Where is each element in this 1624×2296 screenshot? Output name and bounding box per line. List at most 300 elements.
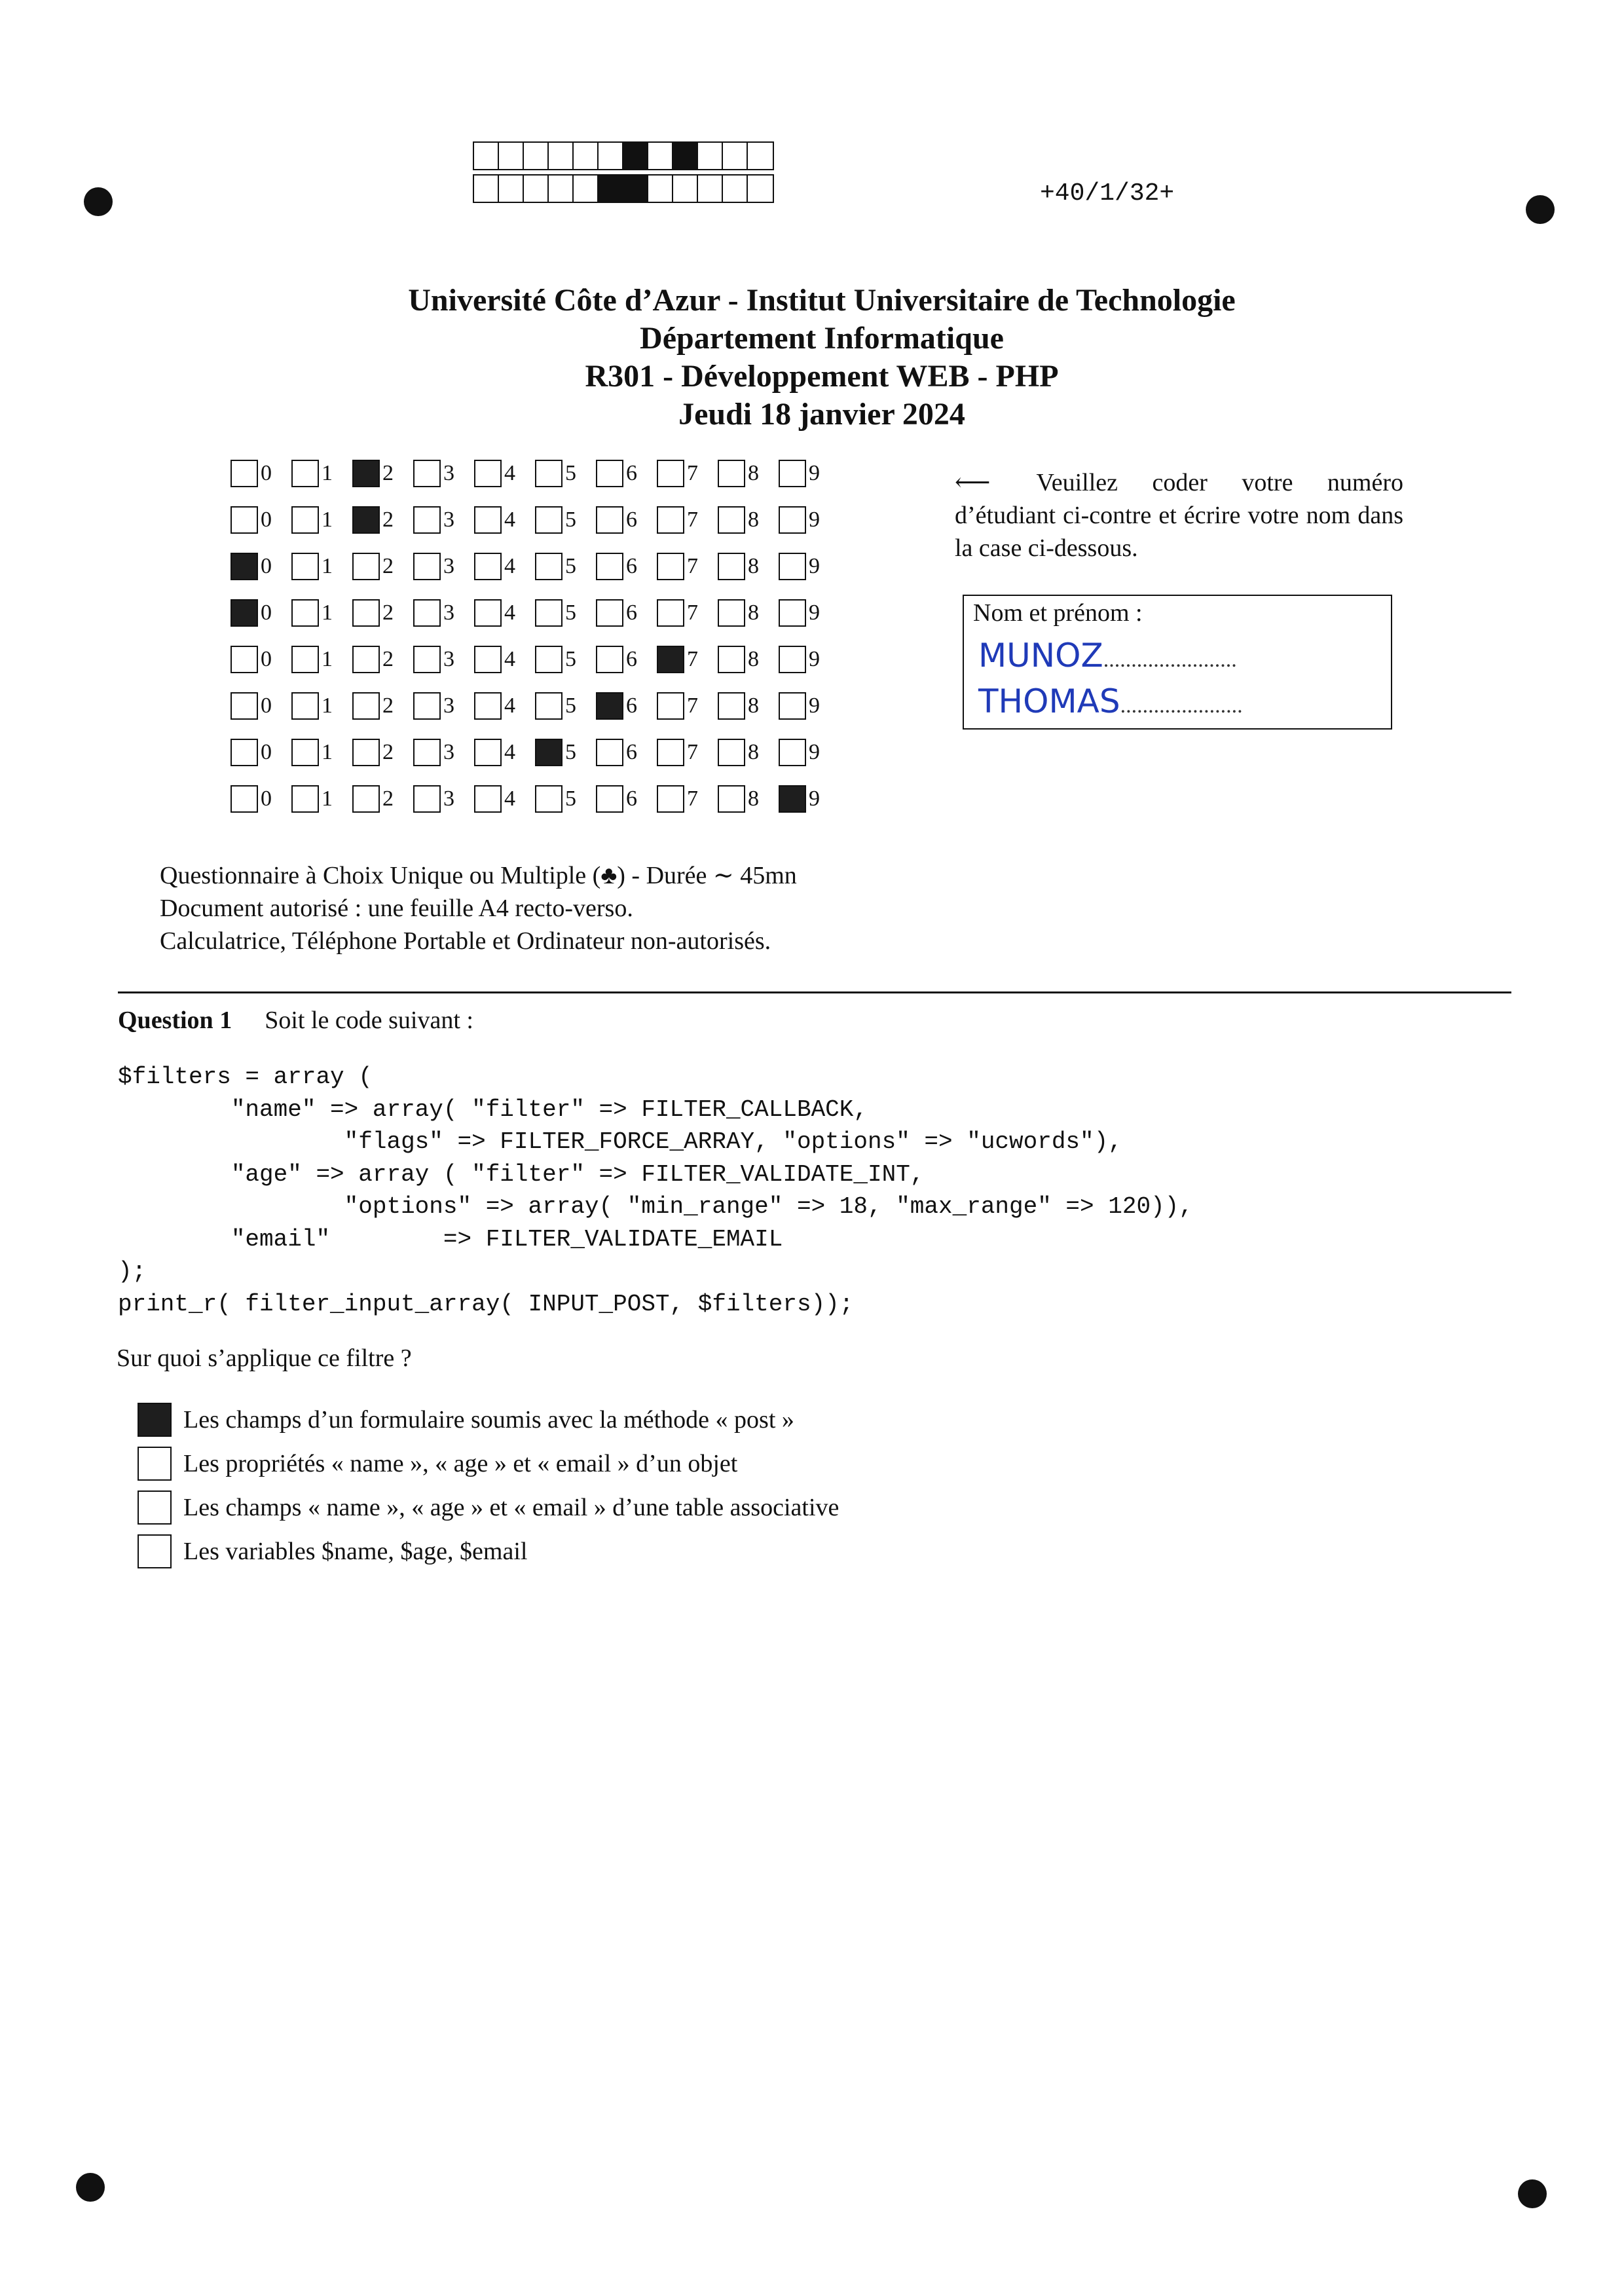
checkbox[interactable] bbox=[474, 599, 502, 627]
checkbox[interactable] bbox=[474, 553, 502, 580]
checkbox[interactable] bbox=[291, 553, 319, 580]
id-digit-option[interactable] bbox=[596, 739, 657, 766]
digit-label: 5 bbox=[565, 740, 576, 764]
checkbox[interactable] bbox=[657, 506, 684, 534]
id-digit-option[interactable] bbox=[779, 646, 840, 673]
student-id-grid bbox=[231, 460, 840, 832]
question-prompt: Sur quoi s’applique ce filtre ? bbox=[117, 1344, 412, 1372]
checkbox[interactable] bbox=[231, 739, 258, 766]
digit-label: 5 bbox=[565, 508, 576, 532]
checkbox[interactable] bbox=[413, 599, 441, 627]
digit-label: 2 bbox=[382, 694, 394, 718]
digit-label: 1 bbox=[322, 601, 333, 625]
id-digit-row bbox=[231, 739, 840, 785]
barcode-cell bbox=[474, 143, 499, 169]
id-digit-row bbox=[231, 785, 840, 832]
checkbox[interactable] bbox=[596, 646, 623, 673]
checkbox[interactable] bbox=[596, 506, 623, 534]
id-digit-option[interactable] bbox=[718, 785, 779, 813]
digit-label: 0 bbox=[261, 694, 272, 718]
barcode-cell bbox=[623, 143, 648, 169]
handwritten-first-name: THOMAS bbox=[978, 682, 1120, 720]
id-digit-option[interactable] bbox=[718, 460, 779, 487]
id-digit-option[interactable] bbox=[596, 599, 657, 627]
answer-text: Les champs « name », « age » et « email » d’une table associative bbox=[183, 1493, 840, 1521]
checkbox-filled[interactable] bbox=[352, 506, 380, 534]
id-digit-option[interactable] bbox=[474, 599, 535, 627]
exam-header bbox=[0, 282, 1624, 434]
id-digit-option[interactable] bbox=[535, 739, 596, 766]
id-digit-option[interactable] bbox=[291, 553, 352, 580]
id-digit-option[interactable] bbox=[596, 646, 657, 673]
id-digit-option[interactable] bbox=[291, 646, 352, 673]
checkbox[interactable] bbox=[657, 692, 684, 720]
id-digit-option[interactable] bbox=[657, 460, 718, 487]
digit-label: 5 bbox=[565, 554, 576, 578]
id-digit-option[interactable] bbox=[657, 506, 718, 534]
barcode-cell bbox=[574, 143, 599, 169]
id-digit-row bbox=[231, 506, 840, 553]
answer-list bbox=[138, 1398, 839, 1573]
answer-checkbox[interactable] bbox=[138, 1534, 172, 1568]
registration-mark-top-right bbox=[1526, 195, 1555, 224]
id-digit-option[interactable] bbox=[535, 599, 596, 627]
barcode-cell bbox=[549, 143, 574, 169]
id-digit-option[interactable] bbox=[231, 553, 291, 580]
id-digit-row bbox=[231, 460, 840, 506]
checkbox[interactable] bbox=[352, 785, 380, 813]
question-intro: Soit le code suivant : bbox=[265, 1007, 473, 1034]
checkbox[interactable] bbox=[474, 785, 502, 813]
id-digit-option[interactable] bbox=[657, 646, 718, 673]
id-digit-option[interactable] bbox=[779, 460, 840, 487]
barcode-cell bbox=[673, 143, 698, 169]
digit-label: 1 bbox=[322, 461, 333, 485]
barcode-cell bbox=[723, 176, 748, 202]
digit-label: 4 bbox=[504, 461, 515, 485]
checkbox[interactable] bbox=[779, 692, 806, 720]
digit-label: 9 bbox=[809, 461, 820, 485]
id-digit-option[interactable] bbox=[413, 692, 474, 720]
answer-option[interactable] bbox=[138, 1441, 839, 1485]
answer-text: Les propriétés « name », « age » et « email » d’un objet bbox=[183, 1449, 738, 1477]
id-digit-option[interactable] bbox=[352, 739, 413, 766]
barcode-cell bbox=[698, 143, 723, 169]
id-digit-option[interactable] bbox=[657, 692, 718, 720]
id-digit-option[interactable] bbox=[718, 692, 779, 720]
barcode-cell bbox=[599, 176, 623, 202]
digit-label: 0 bbox=[261, 461, 272, 485]
digit-label: 9 bbox=[809, 601, 820, 625]
barcode-cell bbox=[623, 176, 648, 202]
id-digit-row bbox=[231, 553, 840, 599]
id-digit-option[interactable] bbox=[474, 646, 535, 673]
checkbox[interactable] bbox=[291, 692, 319, 720]
checkbox[interactable] bbox=[657, 553, 684, 580]
checkbox[interactable] bbox=[231, 692, 258, 720]
id-digit-option[interactable] bbox=[352, 506, 413, 534]
barcode-cell bbox=[748, 176, 773, 202]
id-digit-option[interactable] bbox=[779, 553, 840, 580]
checkbox[interactable] bbox=[535, 460, 563, 487]
barcode-bottom-row bbox=[473, 174, 774, 203]
checkbox[interactable] bbox=[657, 460, 684, 487]
id-digit-option[interactable] bbox=[474, 553, 535, 580]
checkbox[interactable] bbox=[291, 599, 319, 627]
checkbox-filled[interactable] bbox=[657, 646, 684, 673]
digit-label: 0 bbox=[261, 740, 272, 764]
id-digit-option[interactable] bbox=[657, 553, 718, 580]
id-digit-option[interactable] bbox=[231, 646, 291, 673]
id-digit-option[interactable] bbox=[291, 506, 352, 534]
name-line-last bbox=[978, 637, 1237, 675]
checkbox[interactable] bbox=[413, 785, 441, 813]
checkbox[interactable] bbox=[596, 599, 623, 627]
separator-rule bbox=[118, 991, 1511, 993]
digit-label: 6 bbox=[626, 508, 637, 532]
id-digit-option[interactable] bbox=[291, 692, 352, 720]
id-digit-option[interactable] bbox=[291, 460, 352, 487]
barcode-cell bbox=[673, 176, 698, 202]
checkbox[interactable] bbox=[474, 460, 502, 487]
digit-label: 3 bbox=[443, 554, 454, 578]
id-digit-option[interactable] bbox=[596, 692, 657, 720]
checkbox[interactable] bbox=[352, 553, 380, 580]
checkbox[interactable] bbox=[291, 506, 319, 534]
id-digit-option[interactable] bbox=[413, 506, 474, 534]
id-digit-option[interactable] bbox=[413, 646, 474, 673]
digit-label: 9 bbox=[809, 554, 820, 578]
id-digit-option[interactable] bbox=[291, 739, 352, 766]
digit-label: 2 bbox=[382, 740, 394, 764]
exam-info bbox=[160, 859, 797, 957]
answer-checkbox[interactable] bbox=[138, 1447, 172, 1481]
registration-mark-bottom-left bbox=[76, 2173, 105, 2202]
barcode-cell bbox=[748, 143, 773, 169]
digit-label: 7 bbox=[687, 601, 698, 625]
exam-info-line: Calculatrice, Téléphone Portable et Ordinateur non-autorisés. bbox=[160, 927, 771, 955]
id-digit-option[interactable] bbox=[535, 460, 596, 487]
id-digit-option[interactable] bbox=[291, 599, 352, 627]
header-date: Jeudi 18 janvier 2024 bbox=[678, 397, 965, 432]
digit-label: 0 bbox=[261, 554, 272, 578]
id-digit-option[interactable] bbox=[413, 739, 474, 766]
digit-label: 1 bbox=[322, 554, 333, 578]
checkbox[interactable] bbox=[535, 599, 563, 627]
id-digit-row bbox=[231, 646, 840, 692]
digit-label: 8 bbox=[748, 601, 759, 625]
barcode-cell bbox=[574, 176, 599, 202]
checkbox[interactable] bbox=[779, 739, 806, 766]
question-label: Question 1 bbox=[118, 1007, 232, 1034]
checkbox[interactable] bbox=[535, 506, 563, 534]
checkbox[interactable] bbox=[231, 460, 258, 487]
answer-checkbox[interactable] bbox=[138, 1491, 172, 1525]
id-digit-option[interactable] bbox=[718, 739, 779, 766]
id-digit-option[interactable] bbox=[535, 553, 596, 580]
checkbox[interactable] bbox=[718, 692, 745, 720]
digit-label: 6 bbox=[626, 694, 637, 718]
checkbox[interactable] bbox=[352, 646, 380, 673]
digit-label: 0 bbox=[261, 787, 272, 811]
question-heading bbox=[118, 1006, 473, 1035]
checkbox[interactable] bbox=[657, 739, 684, 766]
exam-info-line: Document autorisé : une feuille A4 recto-verso. bbox=[160, 895, 633, 922]
id-digit-option[interactable] bbox=[718, 599, 779, 627]
checkbox[interactable] bbox=[596, 460, 623, 487]
header-course: R301 - Développement WEB - PHP bbox=[585, 359, 1059, 394]
checkbox[interactable] bbox=[474, 739, 502, 766]
id-digit-option[interactable] bbox=[291, 785, 352, 813]
checkbox[interactable] bbox=[474, 692, 502, 720]
id-digit-option[interactable] bbox=[657, 599, 718, 627]
digit-label: 5 bbox=[565, 694, 576, 718]
checkbox[interactable] bbox=[779, 460, 806, 487]
checkbox[interactable] bbox=[718, 785, 745, 813]
id-digit-option[interactable] bbox=[231, 506, 291, 534]
id-digit-row bbox=[231, 599, 840, 646]
barcode-cell bbox=[499, 143, 524, 169]
registration-mark-top-left bbox=[84, 187, 113, 216]
checkbox[interactable] bbox=[535, 646, 563, 673]
checkbox[interactable] bbox=[718, 646, 745, 673]
checkbox[interactable] bbox=[352, 692, 380, 720]
checkbox[interactable] bbox=[596, 785, 623, 813]
checkbox[interactable] bbox=[779, 553, 806, 580]
checkbox[interactable] bbox=[352, 739, 380, 766]
id-digit-option[interactable] bbox=[718, 506, 779, 534]
checkbox[interactable] bbox=[413, 646, 441, 673]
checkbox[interactable] bbox=[535, 785, 563, 813]
digit-label: 6 bbox=[626, 601, 637, 625]
id-digit-option[interactable] bbox=[413, 599, 474, 627]
answer-option[interactable] bbox=[138, 1398, 839, 1441]
checkbox[interactable] bbox=[596, 739, 623, 766]
barcode-cell bbox=[599, 143, 623, 169]
barcode-cell bbox=[698, 176, 723, 202]
id-digit-option[interactable] bbox=[535, 646, 596, 673]
id-digit-option[interactable] bbox=[352, 785, 413, 813]
digit-label: 9 bbox=[809, 787, 820, 811]
digit-label: 9 bbox=[809, 740, 820, 764]
name-box[interactable] bbox=[963, 595, 1392, 730]
id-digit-option[interactable] bbox=[779, 692, 840, 720]
checkbox[interactable] bbox=[779, 506, 806, 534]
id-digit-option[interactable] bbox=[352, 460, 413, 487]
checkbox[interactable] bbox=[413, 506, 441, 534]
id-digit-option[interactable] bbox=[352, 646, 413, 673]
id-digit-option[interactable] bbox=[535, 506, 596, 534]
barcode-cell bbox=[549, 176, 574, 202]
checkbox[interactable] bbox=[231, 646, 258, 673]
digit-label: 3 bbox=[443, 787, 454, 811]
digit-label: 6 bbox=[626, 461, 637, 485]
left-arrow-icon: ⟵ bbox=[955, 469, 991, 496]
digit-label: 7 bbox=[687, 461, 698, 485]
id-digit-option[interactable] bbox=[231, 460, 291, 487]
dotted-line: ........................ bbox=[1103, 648, 1237, 672]
barcode-cell bbox=[474, 176, 499, 202]
digit-label: 0 bbox=[261, 508, 272, 532]
checkbox-filled[interactable] bbox=[231, 599, 258, 627]
digit-label: 4 bbox=[504, 508, 515, 532]
id-digit-option[interactable] bbox=[718, 646, 779, 673]
checkbox[interactable] bbox=[291, 460, 319, 487]
code-block: $filters = array ( "name" => array( "filter" => FILTER_CALLBACK, "flags" => FILTER_FORCE_ARRAY, "options" => "ucwords"), "age" => array ( "filter" => FILTER_VALIDATE_INT, "options" => array( "min_range" => 18, "max_range" => 120)), "email" => FILTER_VALIDATE_EMAIL ); print_r( filter_input_array( INPUT_POST, $filters)); bbox=[118, 1064, 1193, 1318]
checkbox[interactable] bbox=[231, 506, 258, 534]
checkbox[interactable] bbox=[474, 646, 502, 673]
digit-label: 4 bbox=[504, 694, 515, 718]
id-digit-option[interactable] bbox=[657, 785, 718, 813]
digit-label: 0 bbox=[261, 601, 272, 625]
dotted-line: ...................... bbox=[1120, 694, 1243, 718]
checkbox[interactable] bbox=[291, 785, 319, 813]
digit-label: 9 bbox=[809, 508, 820, 532]
digit-label: 8 bbox=[748, 787, 759, 811]
digit-label: 3 bbox=[443, 508, 454, 532]
id-digit-option[interactable] bbox=[352, 692, 413, 720]
checkbox-filled[interactable] bbox=[352, 460, 380, 487]
barcode-cell bbox=[499, 176, 524, 202]
id-digit-option[interactable] bbox=[596, 785, 657, 813]
barcode-cell bbox=[723, 143, 748, 169]
checkbox[interactable] bbox=[535, 692, 563, 720]
id-digit-option[interactable] bbox=[352, 599, 413, 627]
digit-label: 6 bbox=[626, 554, 637, 578]
checkbox[interactable] bbox=[231, 785, 258, 813]
digit-label: 8 bbox=[748, 461, 759, 485]
copy-code: +40/1/32+ bbox=[1040, 179, 1175, 208]
checkbox[interactable] bbox=[413, 692, 441, 720]
checkbox[interactable] bbox=[474, 506, 502, 534]
checkbox[interactable] bbox=[718, 553, 745, 580]
id-instructions bbox=[955, 466, 1403, 565]
digit-label: 1 bbox=[322, 508, 333, 532]
id-digit-option[interactable] bbox=[231, 785, 291, 813]
id-digit-option[interactable] bbox=[413, 460, 474, 487]
instructions-text: Veuillez coder votre numéro d’étudiant ci-contre et écrire votre nom dans la case ci-dessous. bbox=[955, 469, 1403, 562]
id-digit-option[interactable] bbox=[231, 599, 291, 627]
checkbox[interactable] bbox=[291, 646, 319, 673]
checkbox-filled[interactable] bbox=[596, 692, 623, 720]
digit-label: 4 bbox=[504, 554, 515, 578]
digit-label: 5 bbox=[565, 601, 576, 625]
id-digit-option[interactable] bbox=[596, 460, 657, 487]
id-digit-option[interactable] bbox=[474, 739, 535, 766]
id-digit-row bbox=[231, 692, 840, 739]
checkbox[interactable] bbox=[779, 646, 806, 673]
digit-label: 4 bbox=[504, 647, 515, 671]
checkbox[interactable] bbox=[718, 506, 745, 534]
id-digit-option[interactable] bbox=[596, 553, 657, 580]
id-digit-option[interactable] bbox=[474, 506, 535, 534]
id-digit-option[interactable] bbox=[535, 692, 596, 720]
id-digit-option[interactable] bbox=[535, 785, 596, 813]
digit-label: 2 bbox=[382, 508, 394, 532]
digit-label: 8 bbox=[748, 740, 759, 764]
digit-label: 8 bbox=[748, 694, 759, 718]
id-digit-option[interactable] bbox=[474, 460, 535, 487]
checkbox-filled[interactable] bbox=[231, 553, 258, 580]
digit-label: 7 bbox=[687, 694, 698, 718]
header-department: Département Informatique bbox=[640, 321, 1004, 356]
id-digit-option[interactable] bbox=[231, 739, 291, 766]
checkbox[interactable] bbox=[718, 739, 745, 766]
id-digit-option[interactable] bbox=[596, 506, 657, 534]
digit-label: 0 bbox=[261, 647, 272, 671]
barcode-top-row bbox=[473, 141, 774, 170]
checkbox[interactable] bbox=[535, 553, 563, 580]
digit-label: 6 bbox=[626, 787, 637, 811]
digit-label: 2 bbox=[382, 647, 394, 671]
checkbox[interactable] bbox=[779, 599, 806, 627]
checkbox[interactable] bbox=[352, 599, 380, 627]
checkbox[interactable] bbox=[657, 785, 684, 813]
id-digit-option[interactable] bbox=[779, 785, 840, 813]
checkbox[interactable] bbox=[413, 460, 441, 487]
id-digit-option[interactable] bbox=[413, 785, 474, 813]
digit-label: 1 bbox=[322, 694, 333, 718]
digit-label: 8 bbox=[748, 554, 759, 578]
id-digit-option[interactable] bbox=[779, 506, 840, 534]
barcode-cell bbox=[524, 176, 549, 202]
digit-label: 9 bbox=[809, 694, 820, 718]
digit-label: 4 bbox=[504, 740, 515, 764]
barcode-cell bbox=[648, 143, 673, 169]
id-digit-option[interactable] bbox=[779, 739, 840, 766]
checkbox[interactable] bbox=[718, 599, 745, 627]
digit-label: 3 bbox=[443, 647, 454, 671]
digit-label: 5 bbox=[565, 461, 576, 485]
header-university: Université Côte d’Azur - Institut Universitaire de Technologie bbox=[408, 283, 1236, 318]
id-digit-option[interactable] bbox=[352, 553, 413, 580]
digit-label: 8 bbox=[748, 508, 759, 532]
answer-option[interactable] bbox=[138, 1485, 839, 1529]
id-digit-option[interactable] bbox=[657, 739, 718, 766]
id-digit-option[interactable] bbox=[474, 785, 535, 813]
digit-label: 5 bbox=[565, 647, 576, 671]
digit-label: 7 bbox=[687, 554, 698, 578]
id-digit-option[interactable] bbox=[231, 692, 291, 720]
checkbox[interactable] bbox=[291, 739, 319, 766]
checkbox-filled[interactable] bbox=[535, 739, 563, 766]
digit-label: 7 bbox=[687, 740, 698, 764]
checkbox[interactable] bbox=[413, 739, 441, 766]
digit-label: 4 bbox=[504, 787, 515, 811]
id-digit-option[interactable] bbox=[718, 553, 779, 580]
digit-label: 6 bbox=[626, 647, 637, 671]
id-digit-option[interactable] bbox=[474, 692, 535, 720]
registration-mark-bottom-right bbox=[1518, 2179, 1547, 2208]
answer-option[interactable] bbox=[138, 1529, 839, 1573]
digit-label: 7 bbox=[687, 508, 698, 532]
id-digit-option[interactable] bbox=[779, 599, 840, 627]
digit-label: 6 bbox=[626, 740, 637, 764]
checkbox[interactable] bbox=[718, 460, 745, 487]
checkbox[interactable] bbox=[657, 599, 684, 627]
id-digit-option[interactable] bbox=[413, 553, 474, 580]
digit-label: 7 bbox=[687, 647, 698, 671]
answer-checkbox-checked[interactable] bbox=[138, 1403, 172, 1437]
digit-label: 1 bbox=[322, 787, 333, 811]
checkbox[interactable] bbox=[596, 553, 623, 580]
digit-label: 2 bbox=[382, 554, 394, 578]
digit-label: 9 bbox=[809, 647, 820, 671]
name-line-first bbox=[978, 682, 1243, 720]
checkbox[interactable] bbox=[413, 553, 441, 580]
checkbox-filled[interactable] bbox=[779, 785, 806, 813]
answer-text: Les variables $name, $age, $email bbox=[183, 1537, 528, 1565]
